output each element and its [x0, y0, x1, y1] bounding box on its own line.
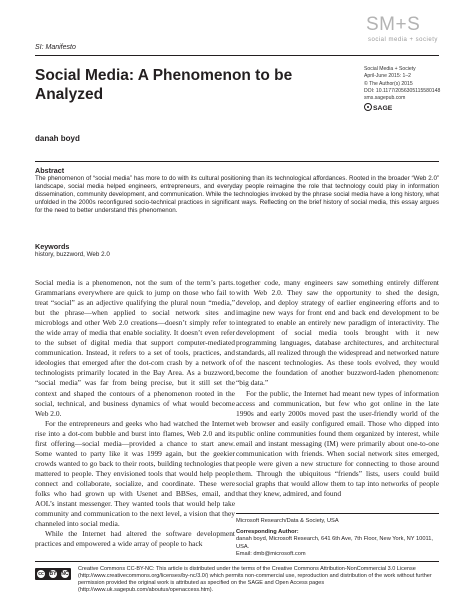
body-column-left [35, 278, 235, 549]
abstract-text: The phenomenon of “social media” has more to do with its cultural positioning than its technological affordances. Rooted in the broader “Web 2.0” landscape, social media helped engineers, entrepreneurs, and everyday people reimagine the role that technology could play in information dissemination, community development, and communication. While the technologies invoked by the phrase social media have a long history, what unfolded in the 2000s reconfigured socio-technical practices in significant ways. Reflecting on the brief history of social media, this essay argues for the need to better understand this phenomenon. [35, 175, 439, 215]
paragraph: While the Internet had altered the software development practices and empowered a wide array of people to hack [35, 529, 235, 549]
keywords-text: history, buzzword, Web 2.0 [35, 251, 110, 258]
affiliation-org: Microsoft Research/Data & Society, USA [236, 518, 339, 524]
body-column-right [236, 278, 439, 499]
article-title: Social Media: A Phenomenon to be Analyzed [35, 67, 293, 103]
sage-logo-icon [364, 103, 372, 111]
abstract-top-rule [35, 161, 439, 162]
corresponding-author-address: danah boyd, Microsoft Research, 641 6th Ave, 7th Floor, New York, NY 10011, USA. [236, 536, 433, 550]
journal-logo: SM+S [366, 14, 421, 35]
meta-issue: April-June 2015: 1–2 [364, 73, 412, 80]
corresponding-author-heading: Corresponding Author: [236, 528, 299, 535]
section-label: SI: Manifesto [35, 44, 76, 51]
journal-logo-subtitle: social media + society [368, 37, 438, 43]
paragraph: Social media is a phenomenon, not the sum of the term’s parts. Grammarians everywhere are quick to jump on those who fail to treat “social” as an adjective qualifying the plural noun “media,” but the phrase—when applied to social network sites and microblogs and other Web 2.0 creations—doesn’t simply refer to the wide array of media that enable sociality. It doesn’t even refer to the subset of digital media that support computer-mediated communication. Instead, it refers to a set of tools, practices, and ideologies that emerged after the dot-com crash by a network of technologists primarily located in the Bay Area. As a buzzword, “social media” was far from being precise, but it still set the context and shaped the contours of a phenomenon rooted in the social, technical, and business dynamics of what would become Web 2.0. [35, 278, 235, 418]
article-metadata [364, 66, 440, 113]
by-attribution-icon: BY [49, 571, 57, 577]
corresponding-author-email[interactable]: Email: dmb@microsoft.com [236, 551, 306, 557]
affiliation-rule [236, 513, 439, 514]
header-rule [35, 55, 439, 56]
meta-journal: Social Media + Society [364, 66, 416, 72]
publisher-logo [364, 103, 440, 112]
abstract-heading: Abstract [35, 166, 65, 175]
publisher-name: SAGE [373, 105, 393, 113]
noncommercial-icon: NC [61, 571, 69, 577]
meta-url[interactable]: sms.sagepub.com [364, 95, 406, 102]
meta-copyright: © The Author(s) 2015 [364, 80, 413, 87]
footer-rule [35, 561, 439, 562]
meta-doi[interactable]: DOI: 10.1177/2056305115580148 [364, 87, 441, 94]
paragraph: For the public, the Internet had meant new types of information access and communication, but few who got online in the late 1990s and early 2000s moved past the user-friendly world of the web browser and easily configured email. Those who dipped into public online communities found them organized by interest, while email and instant messaging (IM) were primarily about one-to-one communication with friends. When social network sites emerged, people were given a new structure for connecting to those around them. Through the ubiquitous “friends” lists, users could build social graphs that would allow them to tap into networks of people that they knew, admired, and found [236, 388, 439, 498]
author-name: danah boyd [35, 134, 80, 143]
license-text: Creative Commons CC-BY-NC: This article is distributed under the terms of the Creative Commons Attribution-NonCommercial 3.0 License (http://www.creativecommons.org/licenses/by-nc/3.0/) which permits non-commercial use, reproduction and distribution of the work without further permission provided the original work is attributed as specified on the SAGE and Open Access pages (http://www.uk.sagepub.com/aboutus/openaccess.htm). [78, 566, 432, 594]
creative-commons-badge[interactable] [35, 568, 71, 580]
paragraph: together code, many engineers saw something entirely different with Web 2.0. They saw the opportunity to shed the design, develop, and deploy strategy of earlier engineering efforts and to imagine new ways for front end and back end development to be integrated to enable an entirely new paradigm of interactivity. The development of social media tools brought with it new programming languages, database architectures, and architectural standards, all realized through the widespread and networked nature of the nascent technologies. As these tools evolved, they would become the foundation of another buzzword-laden phenomenon: “big data.” [236, 278, 439, 388]
keywords-heading: Keywords [35, 242, 70, 251]
paragraph: For the entrepreneurs and geeks who had watched the Internet rise into a dot-com bubble and burst into flames, Web 2.0 and its first offering—social media—provided a chance to start anew. Some wanted to party like it was 1999 again, but the geekier crowds wanted to go back to their roots, building technologies that mattered to people. They envisioned tools that would help people connect and collaborate, socialize, and coordinate. These were folks who had grown up with Usenet and BBSes, email, and AOL’s instant messenger. They wanted tools that would help take community and communication to the next level, a vision that they channeled into social media. [35, 418, 235, 529]
affiliation-block [236, 518, 439, 559]
cc-icon: cc [36, 569, 46, 579]
